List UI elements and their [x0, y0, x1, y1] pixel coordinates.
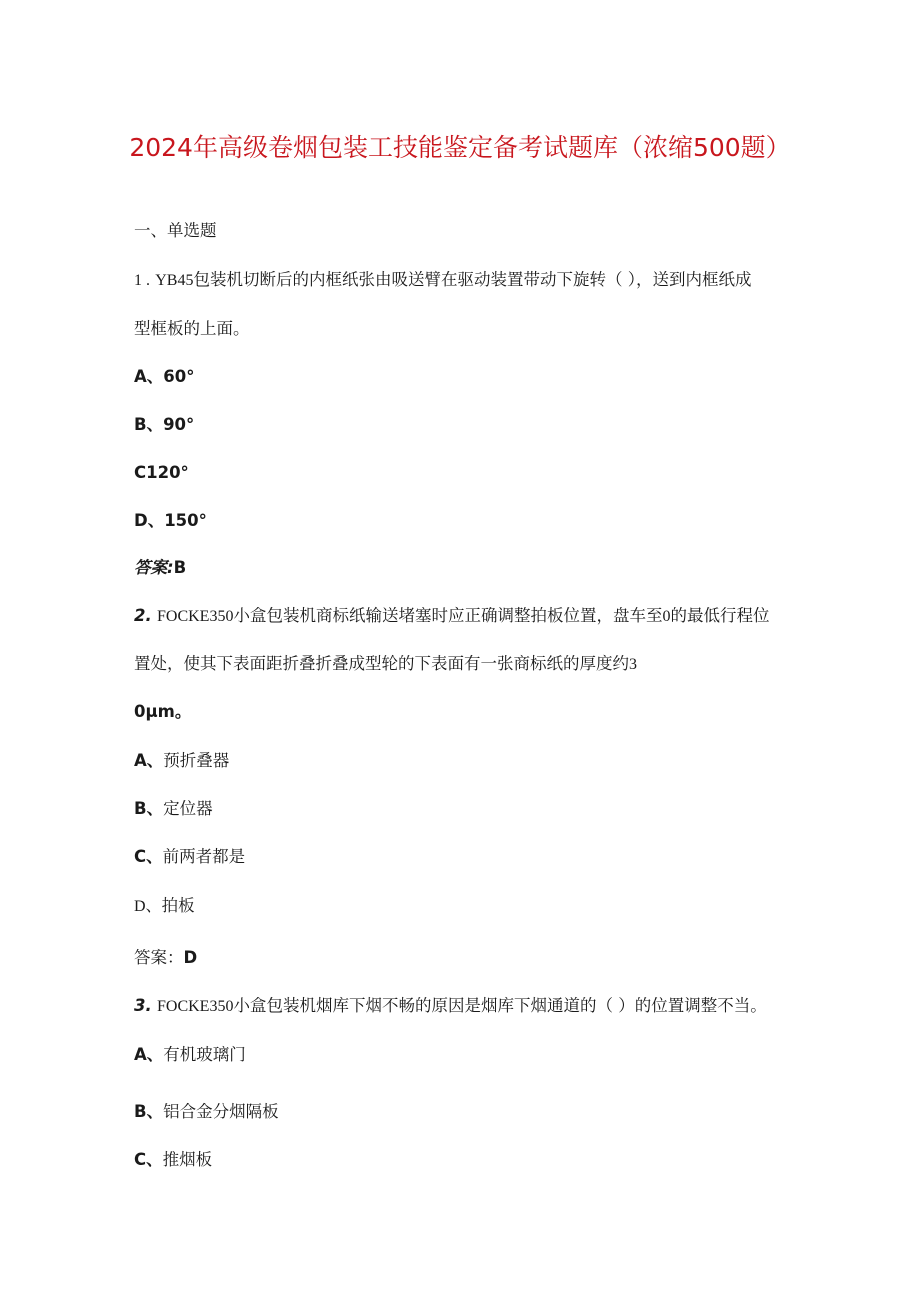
question-3-number: 3. [134, 996, 152, 1015]
answer-label: 答案： [134, 948, 184, 967]
question-2-line-1 [134, 605, 769, 628]
document-title: 2024年高级卷烟包装工技能鉴定备考试题库（浓缩500题） [129, 133, 791, 162]
option-label: A、 [134, 367, 164, 386]
question-1-line-2: 型框板的上面。 [134, 319, 250, 338]
option-label: C、 [134, 1150, 163, 1169]
question-1-number: 1 . [134, 272, 150, 289]
answer-value: D [183, 948, 198, 967]
question-3-model: FOCKE350 [157, 998, 234, 1015]
option-text: 推烟板 [162, 1150, 213, 1169]
question-3-option-a [134, 1044, 246, 1066]
question-2-option-a [134, 750, 229, 772]
option-label: B、 [134, 799, 164, 818]
question-3-line-1 [134, 995, 767, 1018]
question-1-line-1 [134, 269, 751, 292]
question-2-option-d [134, 895, 195, 918]
option-text: 预折叠器 [163, 751, 230, 770]
option-text: 有机玻璃门 [163, 1045, 246, 1064]
question-1-option-b [134, 414, 194, 436]
question-2-line-2 [134, 653, 637, 676]
option-label: D、 [134, 511, 165, 530]
option-label: A、 [134, 1045, 164, 1064]
option-text: 前两者都是 [162, 847, 246, 866]
question-3-text: 小盒包装机烟库下烟不畅的原因是烟库下烟通道的（ ）的位置调整不当。 [233, 996, 767, 1015]
question-2-option-c [134, 846, 245, 868]
question-2-inline-number: 0 [662, 608, 671, 625]
option-label: B、 [134, 1102, 164, 1121]
answer-label: 答案: [134, 558, 174, 577]
question-1-answer [134, 557, 186, 579]
question-2-text: 小盒包装机商标纸输送堵塞时应正确调整拍板位置，盘车至 [233, 606, 663, 625]
question-1-option-a [134, 366, 195, 388]
question-2-line-3: 0μm。 [134, 702, 192, 721]
question-2-text-2: 置处，使其下表面距折叠折叠成型轮的下表面有一张商标纸的厚度约 [134, 654, 629, 673]
option-label: C [134, 463, 147, 482]
question-2-inline-number-2: 3 [629, 656, 637, 673]
option-label: C、 [134, 847, 163, 866]
question-2-text-tail: 的最低行程位 [670, 606, 770, 625]
answer-value: B [173, 558, 187, 577]
question-1-model: YB45 [155, 272, 194, 289]
question-1-text: 包装机切断后的内框纸张由吸送臂在驱动装置带动下旋转（ ），送到内框纸成 [193, 270, 752, 289]
option-text: 定位器 [163, 799, 213, 818]
question-2-number: 2. [134, 606, 152, 625]
option-label: A、 [134, 751, 164, 770]
option-label: D、 [134, 898, 162, 915]
question-3-option-c [134, 1149, 212, 1171]
question-2-model: FOCKE350 [157, 608, 234, 625]
question-1-option-d [134, 510, 207, 532]
question-1-option-c [134, 462, 189, 484]
option-text: 铝合金分烟隔板 [163, 1102, 279, 1121]
question-3-option-b [134, 1101, 279, 1123]
option-text: 拍板 [161, 896, 195, 915]
option-text: 120° [146, 463, 189, 482]
option-label: B、 [134, 415, 164, 434]
option-text: 90° [163, 415, 195, 434]
question-2-answer [134, 947, 197, 969]
question-2-option-b [134, 798, 213, 820]
option-text: 150° [164, 511, 207, 530]
section-heading: 一、单选题 [134, 221, 217, 240]
option-text: 60° [163, 367, 195, 386]
